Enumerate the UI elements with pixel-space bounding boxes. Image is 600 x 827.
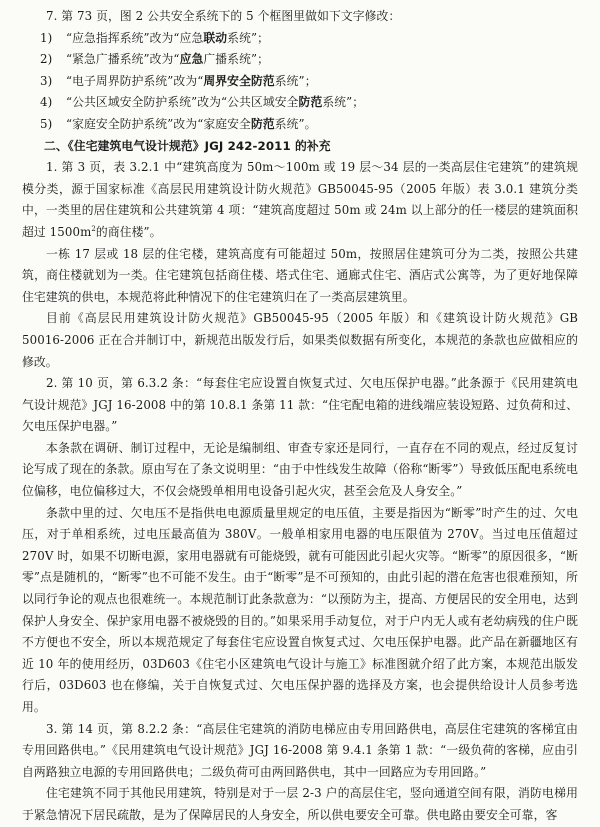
- item-text-end: 系统”；: [322, 95, 365, 110]
- item-bold: 周界安全防范: [203, 73, 275, 88]
- item-list: [22, 28, 578, 136]
- item-bold: 联动: [203, 30, 228, 45]
- list-item: [22, 71, 578, 93]
- item-bold: 应急: [179, 52, 204, 67]
- item-text-end: 广播系统”；: [203, 52, 269, 67]
- item-text: “电子周界防护系统”改为“: [66, 73, 204, 88]
- paragraph-1: [22, 157, 578, 243]
- paragraph-5: 本条款在调研、制订过程中，无论是编制组、审查专家还是同行，一直存在不同的观点，经过反复讨论写成了现在的条款。原由写在了条文说明里：“由于中性线发生故障（俗称“断零”）导致低压配电系统电位偏移，电位偏移过大，不仅会烧毁单相用电设备引起火灾，甚至会危及人身安全。”: [22, 440, 578, 499]
- intro-line: 7. 第 73 页，图 2 公共安全系统下的 5 个框图里做如下文字修改：: [46, 9, 401, 23]
- item-bold: 防范: [298, 95, 323, 110]
- section-heading: 二、《住宅建筑电气设计规范》JGJ 242-2011 的补充: [44, 138, 331, 153]
- item-text-end: 系统”；: [227, 30, 269, 45]
- item-text: “公共区域安全防护系统”改为“公共区域安全: [66, 95, 299, 110]
- paragraph-3: 目前《高层民用建筑设计防火规范》GB50045-95（2005 年版）和《建筑设计防火规范》GB 50016-2006 正在合并制订中，新规范出版发行后，如果类似数据有所变化，本规范的条款也应做相应的修改。: [22, 311, 578, 369]
- list-item: [22, 49, 578, 71]
- superscript: 2: [91, 225, 96, 234]
- item-text: “应急指挥系统”改为“应急: [66, 30, 204, 45]
- list-item: [22, 114, 578, 136]
- paragraph-8: 住宅建筑不同于其他民用建筑，特别是对于一层 2-3 户的高层住宅，竖向通道空间有限，消防电梯用于紧急情况下居民疏散，是为了保障居民的人身安全，所以供电要安全可靠。供电路由要安全可靠，客: [22, 786, 578, 822]
- list-item: [22, 92, 578, 114]
- item-text: “家庭安全防护系统”改为“家庭安全: [66, 116, 251, 131]
- paragraph-1-tail: 的商住楼”。: [95, 224, 162, 239]
- item-number: 1): [40, 30, 53, 45]
- list-item: [22, 28, 578, 50]
- item-text: “紧急广播系统”改为“: [66, 52, 180, 67]
- item-bold: 防范: [250, 116, 275, 131]
- paragraph-2: 一栋 17 层或 18 层的住宅楼，建筑高度有可能超过 50m，按照居住建筑可分为二类，按照公共建筑，商住楼就划为一类。住宅建筑包括商住楼、塔式住宅、通廊式住宅、酒店式公寓等，为了更好地保障住宅建筑的供电，本规范将此种情况下的住宅建筑归在了一类高层建筑里。: [22, 246, 578, 304]
- item-text-end: 系统”。: [274, 116, 317, 131]
- paragraph-6: 条款中里的过、欠电压不是指供电电源质量里规定的电压值，主要是指因为“断零”时产生的过、欠电压，对于单相系统，过电压最高值为 380V。一般单相家用电器的电压限值为 270V。当过电压值超过 270V 时，如果不切断电源，家用电器就有可能烧毁，就有可能因此引起火灾等。“断零”的原因很多，“断零”点是随机的，“断零”也不可能不发生。由于“断零”是不可预知的，由此引起的潜在危害也很难预知，所以同行争论的观点也很难统一。本规范制订此条款意为：“以预防为主，提高、方便居民的安全用电，达到保护人身安全、保护家用电器不被烧毁的目的。”如果采用手动复位，对于户内无人或有老幼病残的住户既不方便也不安全，所以本规范规定了每套住宅应设置自恢复式过、欠电压保护电器。此产品在新疆地区有近 10 年的使用经历，03D603《住宅小区建筑电气设计与施工》标准图就介绍了此方案，本规范出版发行后，03D603 也在修编，关于自恢复式过、欠电压保护器的选择及方案，也会提供给设计人员参考选用。: [22, 505, 578, 714]
- paragraph-1-text: 1. 第 3 页，表 3.2.1 中“建筑高度为 50m～100m 或 19 层～34 层的一类高层住宅建筑”的建筑规模分类，源于国家标准《高层民用建筑设计防火规范》GB50045-95（2005 年版）表 3.0.1 建筑分类中，一类里的居住建筑和公共建筑第 4 项：“建筑高度超过 50m 或 24m 以上部分的任一楼层的建筑面积超过 1500m: [22, 160, 578, 239]
- paragraph-7: 3. 第 14 页，第 8.2.2 条：“高层住宅建筑的消防电梯应由专用回路供电，高层住宅建筑的客梯宜由专用回路供电。”《民用建筑电气设计规范》JGJ 16-2008 第 9.4.1 条第 1 款：“一级负荷的客梯，应由引自两路独立电源的专用回路供电；二级负荷可由两回路供电，其中一回路应为专用回路。”: [22, 721, 579, 779]
- item-text-end: 系统”；: [274, 73, 317, 88]
- paragraph-4: 2. 第 10 页，第 6.3.2 条：“每套住宅应设置自恢复式过、欠电压保护电器。”此条源于《民用建筑电气设计规范》JGJ 16-2008 中的第 10.8.1 条第 11 款：“住宅配电箱的进线端应装设短路、过负荷和过、欠电压保护电器。”: [22, 376, 578, 434]
- item-number: 5): [40, 116, 53, 131]
- item-number: 4): [40, 95, 53, 110]
- item-number: 2): [40, 52, 53, 67]
- item-number: 3): [40, 73, 53, 88]
